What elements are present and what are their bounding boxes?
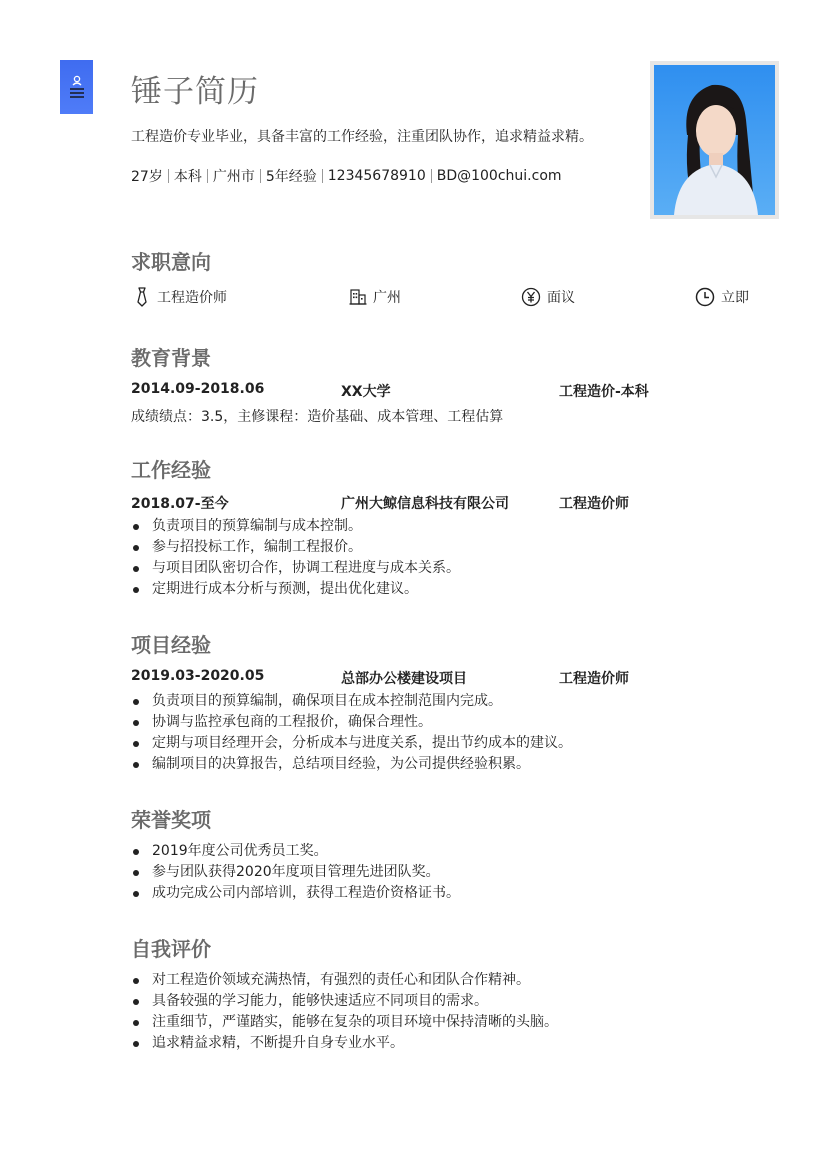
honors-bullets — [131, 841, 460, 904]
city: 广州市 — [212, 169, 255, 185]
list-item: 定期进行成本分析与预测，提出优化建议。 — [131, 579, 460, 600]
tie-icon — [133, 287, 151, 307]
education-major: 工程造价-本科 — [559, 384, 649, 400]
resume-badge — [60, 60, 93, 114]
degree: 本科 — [173, 169, 202, 185]
list-item: 对工程造价领域充满热情，有强烈的责任心和团队合作精神。 — [131, 970, 558, 991]
list-item: 参与团队获得2020年度项目管理先进团队奖。 — [131, 862, 460, 883]
basic-info — [131, 166, 562, 186]
intent-city-label: 广州 — [373, 290, 401, 306]
education-detail: 成绩绩点：3.5，主修课程：造价基础、成本管理、工程估算 — [131, 409, 504, 425]
section-title-intent: 求职意向 — [131, 250, 211, 274]
project-name: 总部办公楼建设项目 — [341, 671, 467, 687]
work-date: 2018.07-至今 — [131, 496, 229, 512]
tagline: 工程造价专业毕业，具备丰富的工作经验，注重团队协作，追求精益求精。 — [131, 129, 593, 145]
section-title-work: 工作经验 — [131, 458, 211, 482]
list-item: 协调与监控承包商的工程报价，确保合理性。 — [131, 712, 572, 733]
resume-name: 锤子简历 — [131, 74, 259, 110]
intent-position — [133, 287, 227, 307]
list-item: 具备较强的学习能力，能够快速适应不同项目的需求。 — [131, 991, 558, 1012]
yen-icon — [521, 287, 541, 307]
section-title-education: 教育背景 — [131, 346, 211, 370]
section-title-project: 项目经验 — [131, 633, 211, 657]
portrait-image — [654, 65, 775, 215]
education-row — [131, 381, 771, 401]
intent-position-label: 工程造价师 — [157, 290, 227, 306]
section-title-honors: 荣誉奖项 — [131, 808, 211, 832]
intent-salary-label: 面议 — [547, 290, 575, 306]
work-row — [131, 493, 771, 513]
divider — [260, 169, 261, 183]
divider — [431, 169, 432, 183]
list-item: 与项目团队密切合作，协调工程进度与成本关系。 — [131, 558, 460, 579]
education-date: 2014.09-2018.06 — [131, 381, 265, 397]
list-item: 定期与项目经理开会，分析成本与进度关系，提出节约成本的建议。 — [131, 733, 572, 754]
clock-icon — [695, 287, 715, 307]
work-company: 广州大鲸信息科技有限公司 — [341, 496, 509, 512]
person-list-icon — [68, 74, 86, 100]
work-bullets — [131, 516, 460, 600]
divider — [168, 169, 169, 183]
email: BD@100chui.com — [436, 168, 562, 184]
project-bullets — [131, 691, 572, 775]
age: 27岁 — [131, 169, 163, 185]
list-item: 参与招投标工作，编制工程报价。 — [131, 537, 460, 558]
list-item: 2019年度公司优秀员工奖。 — [131, 841, 460, 862]
project-date: 2019.03-2020.05 — [131, 668, 265, 684]
list-item: 负责项目的预算编制与成本控制。 — [131, 516, 460, 537]
intent-city — [349, 287, 401, 307]
building-icon — [349, 288, 367, 306]
list-item: 负责项目的预算编制，确保项目在成本控制范围内完成。 — [131, 691, 572, 712]
divider — [207, 169, 208, 183]
project-role: 工程造价师 — [559, 671, 629, 687]
list-item: 追求精益求精，不断提升自身专业水平。 — [131, 1033, 558, 1054]
education-school: XX大学 — [341, 384, 391, 400]
intent-availability — [695, 287, 749, 307]
profile-photo — [650, 61, 779, 219]
self-bullets — [131, 970, 558, 1054]
work-role: 工程造价师 — [559, 496, 629, 512]
section-title-self: 自我评价 — [131, 937, 211, 961]
intent-availability-label: 立即 — [721, 290, 749, 306]
experience-years: 5年经验 — [265, 169, 317, 185]
list-item: 注重细节，严谨踏实，能够在复杂的项目环境中保持清晰的头脑。 — [131, 1012, 558, 1033]
job-intent-row — [131, 287, 771, 309]
phone: 12345678910 — [327, 168, 426, 184]
project-row — [131, 668, 771, 688]
list-item: 成功完成公司内部培训，获得工程造价资格证书。 — [131, 883, 460, 904]
divider — [322, 169, 323, 183]
intent-salary — [521, 287, 575, 307]
list-item: 编制项目的决算报告，总结项目经验，为公司提供经验积累。 — [131, 754, 572, 775]
